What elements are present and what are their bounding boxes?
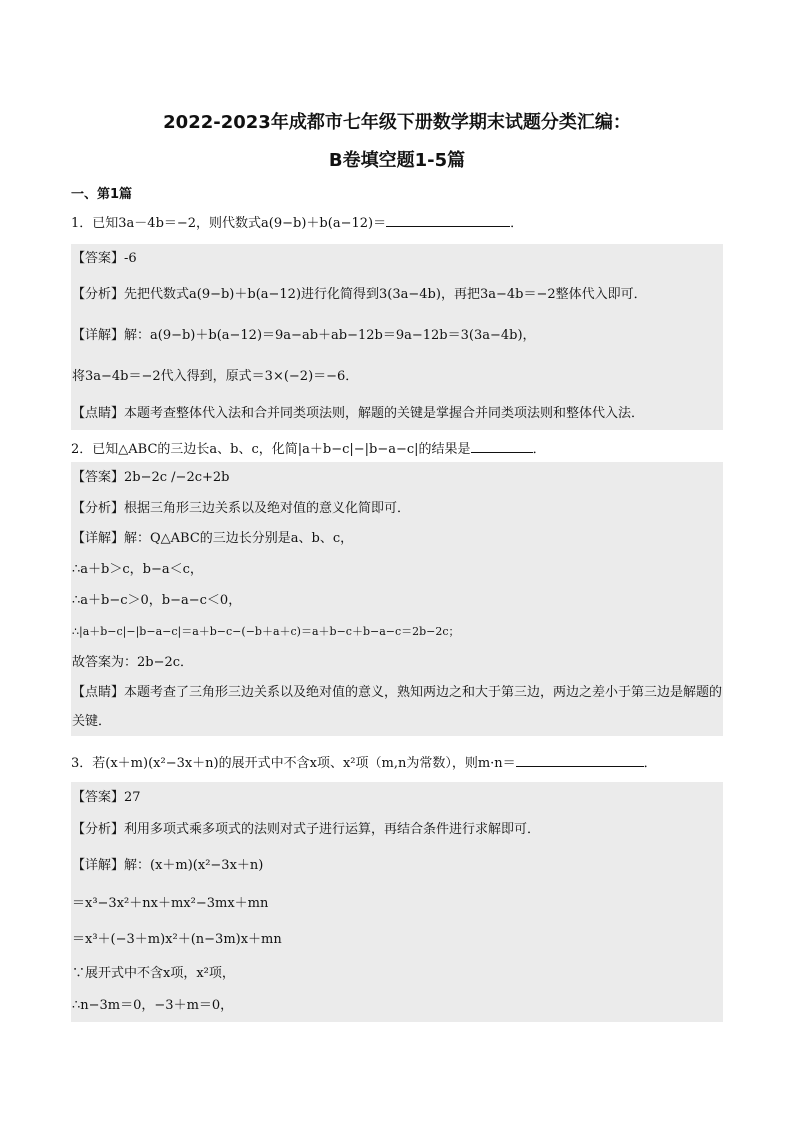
q3-detail-3: ＝x³＋(−3＋m)x²＋(n−3m)x＋mn xyxy=(71,922,723,958)
question-2 xyxy=(71,438,723,460)
question-1 xyxy=(71,212,723,234)
q2-detail-3: ∴a＋b−c＞0，b−a−c＜0， xyxy=(71,586,723,616)
question-1-end: ． xyxy=(510,216,524,231)
document-subtitle: B卷填空题1-5篇 xyxy=(328,150,466,171)
q2-detail-5: 故答案为：2b−2c． xyxy=(71,648,723,678)
q1-analysis: 【分析】先把代数式a(9−b)＋b(a−12)进行化简得到3(3a−4b)，再把3a−4b＝−2整体代入即可． xyxy=(71,274,723,316)
q1-detail-2: 将3a−4b＝−2代入得到，原式＝3×(−2)＝−6． xyxy=(71,356,723,398)
question-1-text: 1．已知3a－4b＝−2，则代数式a(9−b)＋b(a−12)＝ xyxy=(71,216,387,231)
q3-answer: 【答案】27 xyxy=(71,782,723,814)
q3-detail-4: ∵展开式中不含x项，x²项， xyxy=(71,958,723,990)
q2-analysis: 【分析】根据三角形三边关系以及绝对值的意义化简即可． xyxy=(71,494,723,524)
q2-detail-2: ∴a＋b＞c，b−a＜c， xyxy=(71,554,723,586)
document-title: 2022-2023年成都市七年级下册数学期末试题分类汇编： xyxy=(163,112,631,133)
section-heading: 一、第1篇 xyxy=(71,187,133,202)
question-2-end: ． xyxy=(532,442,546,457)
answer-blank xyxy=(471,438,533,453)
q2-detail-4: ∴|a＋b−c|−|b−a−c|＝a＋b−c−(−b＋a＋c)＝a＋b−c＋b−a−c＝2b−2c； xyxy=(71,616,723,648)
q3-detail-1: 【详解】解：(x＋m)(x²−3x＋n) xyxy=(71,846,723,886)
q1-answer: 【答案】-6 xyxy=(71,244,723,274)
answer-blank xyxy=(516,752,644,767)
question-2-text: 2．已知△ABC的三边长a、b、c，化简|a＋b−c|−|b−a−c|的结果是 xyxy=(71,442,471,457)
q3-analysis: 【分析】利用多项式乘多项式的法则对式子进行运算，再结合条件进行求解即可． xyxy=(71,814,723,846)
q2-answer: 【答案】2b−2c /−2c+2b xyxy=(71,462,723,494)
q1-comment: 【点睛】本题考查整体代入法和合并同类项法则，解题的关键是掌握合并同类项法则和整体代入法． xyxy=(71,398,723,430)
q3-detail-5: ∴n−3m＝0，−3＋m＝0， xyxy=(71,990,723,1022)
q3-detail-2: ＝x³−3x²＋nx＋mx²−3mx＋mn xyxy=(71,886,723,922)
q2-detail-1: 【详解】解：Q△ABC的三边长分别是a、b、c， xyxy=(71,524,723,554)
q2-comment: 【点睛】本题考查了三角形三边关系以及绝对值的意义，熟知两边之和大于第三边，两边之差小于第三边是解题的关键． xyxy=(71,678,723,736)
question-3 xyxy=(71,752,723,774)
q1-detail-1: 【详解】解：a(9−b)＋b(a−12)＝9a−ab＋ab−12b＝9a−12b＝3(3a−4b)， xyxy=(71,316,723,356)
answer-blank xyxy=(386,212,510,227)
question-3-text: 3．若(x＋m)(x²−3x＋n)的展开式中不含x项、x²项（m,n为常数），则m·n＝ xyxy=(71,756,516,771)
question-3-end: ． xyxy=(643,756,657,771)
